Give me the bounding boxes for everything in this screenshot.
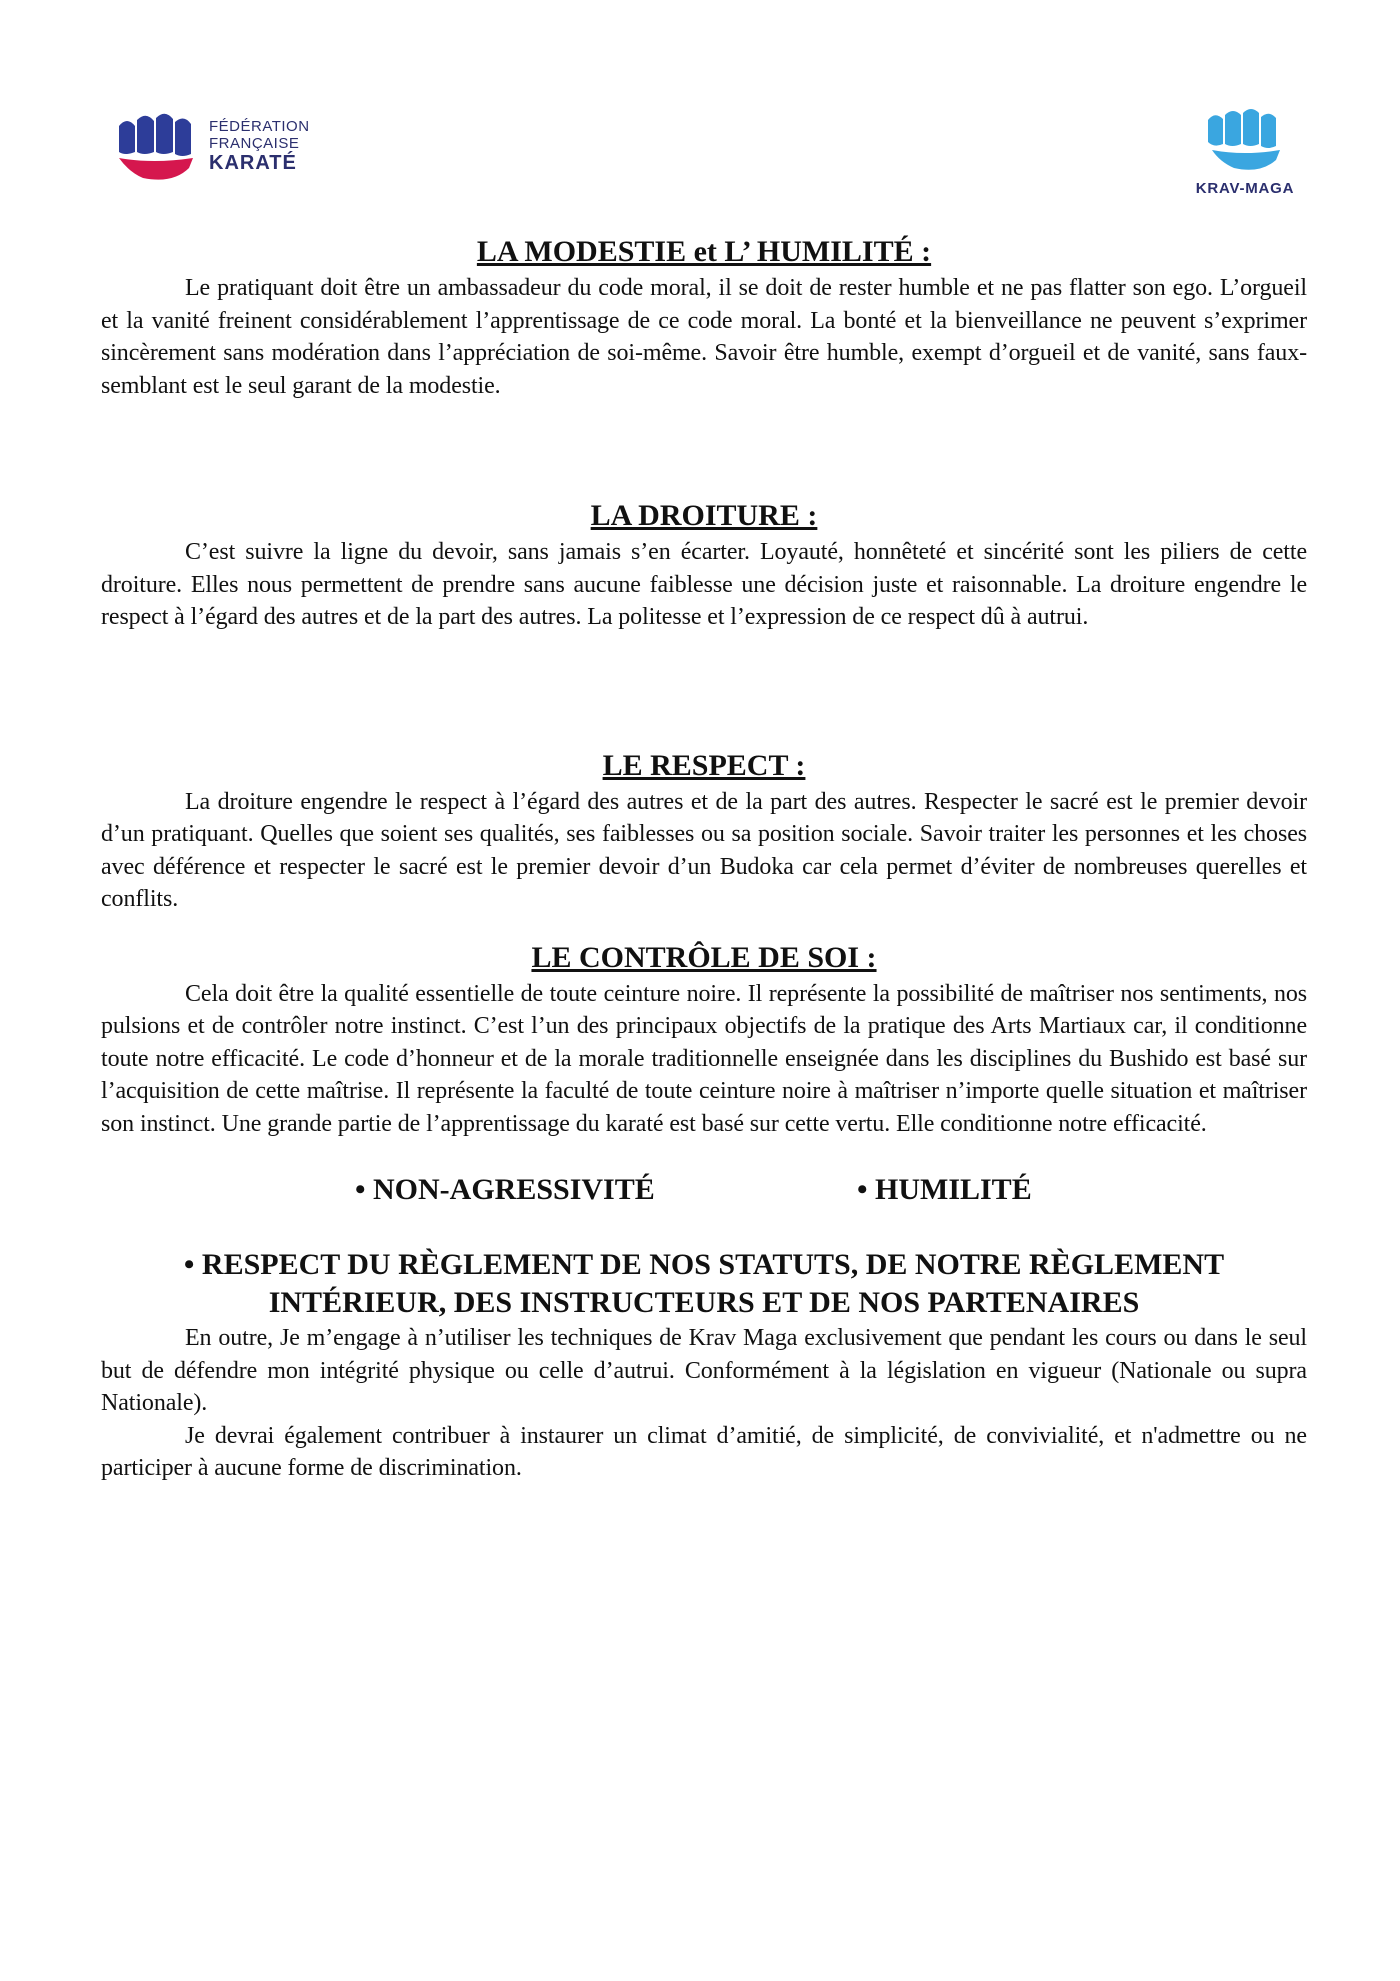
section-title-respect: LE RESPECT : [602,748,806,782]
ffk-logo-icon [113,112,203,192]
document-body [101,232,1307,1485]
section-body-controle: Cela doit être la qualité essentielle de toute ceinture noire. Il représente la possibilité de maîtriser nos sentiments, nos pulsions et de contrôler notre instinct. C’est l’un des principaux objectifs de la pratique des Arts Martiaux car, il conditionne toute notre efficacité. Le code d’honneur et de la morale traditionnelle enseignée dans les disciplines du Bushido est basé sur l’acquisition de cette maîtrise. Il représente la faculté de toute ceinture noire à maîtriser n’importe quelle situation et maîtriser son instinct. Une grande partie de l’apprentissage du karaté est basé sur cette vertu. Elle conditionne notre efficacité. [101,980,1307,1137]
closing-paragraph-1: En outre, Je m’engage à n’utiliser les techniques de Krav Maga exclusivement que pendant les cours ou dans le seul but de défendre mon intégrité physique ou celle d’autrui. Conformément à la législation en vigueur (Nationale ou supra Nationale). [101,1325,1307,1416]
section-title-droiture: LA DROITURE : [590,499,818,532]
kravmaga-logo-icon [1204,108,1290,178]
spacer [101,916,1307,938]
rules-line-1: • RESPECT DU RÈGLEMENT DE NOS STATUTS, DE NOTRE RÈGLEMENT [183,1248,1225,1281]
section-body-modestie: Le pratiquant doit être un ambassadeur du code moral, il se doit de rester humble et ne pas flatter son ego. L’orgueil et la vanité freinent considérablement l’apprentissage de ce code moral. La bonté et la bienveillance ne peuvent s’exprimer sincèrement sans modération dans l’appréciation de soi-même. Savoir être humble, exempt d’orgueil et de vanité, sans faux-semblant est le seul garant de la modestie. [101,275,1307,399]
pillars-row [101,1168,1307,1212]
kravmaga-logo-text: KRAV-MAGA [1195,180,1295,197]
section-title-modestie: LA MODESTIE et L’ HUMILITÉ : [476,235,932,268]
closing-paragraph-2: Je devrai également contribuer à instaurer un climat d’amitié, de simplicité, de convivialité, et n'admettre ou ne participer à aucune forme de discrimination. [101,1422,1307,1481]
ffk-logo-text [209,118,310,174]
spacer [101,402,1307,496]
ffk-line-1: FÉDÉRATION [209,118,310,135]
section-title-controle: LE CONTRÔLE DE SOI : [531,940,877,974]
rules-line-2: INTÉRIEUR, DES INSTRUCTEURS ET DE NOS PARTENAIRES [268,1286,1140,1319]
pillar-non-agressivite: • NON-AGRESSIVITÉ [355,1173,655,1206]
pillar-respect-reglement [101,1246,1307,1322]
ffk-line-2: FRANÇAISE [209,135,300,152]
section-body-respect: La droiture engendre le respect à l’égard des autres et de la part des autres. Respecter le sacré est le premier devoir d’un pratiquant. Quelles que soient ses qualités, ses faiblesses ou sa position sociale. Savoir traiter les personnes et les choses avec déférence et respecter le sacré est le premier devoir d’un Budoka car cela permet d’éviter de nombreuses querelles et conflits. [101,788,1307,912]
ffk-line-3: KARATÉ [209,152,297,174]
pillar-humilite: • HUMILITÉ [857,1173,1032,1206]
spacer [101,634,1307,746]
section-body-droiture: C’est suivre la ligne du devoir, sans jamais s’en écarter. Loyauté, honnêteté et sincérité sont les piliers de cette droiture. Elles nous permettent de prendre sans aucune faiblesse une décision juste et raisonnable. La droiture engendre le respect à l’égard des autres et de la part des autres. La politesse et l’expression de ce respect dû à autrui. [101,539,1307,630]
kravmaga-logo [1180,108,1310,198]
ffk-logo [113,112,323,192]
